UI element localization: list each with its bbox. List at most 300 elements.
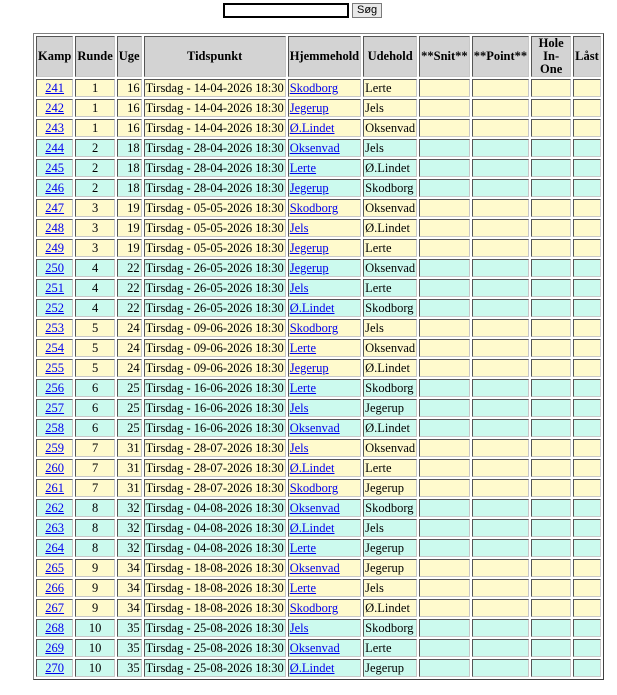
- cell-uge: 16: [117, 79, 142, 97]
- cell-kamp: [36, 339, 73, 357]
- cell-kamp: [36, 559, 73, 577]
- cell-udehold: Oksenvad: [365, 261, 416, 275]
- cell-tidspunkt: Tirsdag - 18-08-2026 18:30: [145, 561, 284, 575]
- match-link[interactable]: 251: [45, 281, 65, 295]
- cell-snit: [419, 259, 470, 277]
- cell-hjemmehold: [288, 519, 361, 537]
- cell-tidspunkt: Tirsdag - 25-08-2026 18:30: [145, 661, 284, 675]
- cell-laast: [573, 179, 601, 197]
- match-link[interactable]: 268: [45, 621, 65, 635]
- match-link[interactable]: 266: [45, 581, 65, 595]
- match-link[interactable]: 242: [45, 101, 65, 115]
- cell-kamp: [36, 379, 73, 397]
- cell-hjemmehold: [288, 199, 361, 217]
- home-team-link[interactable]: Oksenvad: [289, 421, 340, 435]
- cell-snit: [419, 319, 470, 337]
- cell-kamp: [36, 219, 73, 237]
- cell-uge: 34: [117, 579, 142, 597]
- cell-udehold: Jels: [363, 579, 417, 597]
- cell-udehold: Skodborg: [363, 499, 417, 517]
- cell-point: [472, 279, 529, 297]
- cell-uge: 19: [117, 239, 142, 257]
- cell-laast: [573, 659, 601, 677]
- cell-uge: 31: [117, 439, 142, 457]
- cell-snit: [419, 139, 470, 157]
- cell-laast: [573, 359, 601, 377]
- cell-hjemmehold: [288, 359, 361, 377]
- cell-tidspunkt: Tirsdag - 26-05-2026 18:30: [145, 301, 284, 315]
- cell-udehold: Skodborg: [363, 379, 417, 397]
- cell-runde: 9: [75, 599, 114, 617]
- table-row: [36, 219, 601, 237]
- match-link[interactable]: 256: [45, 381, 65, 395]
- cell-hjemmehold: [288, 559, 361, 577]
- cell-snit: [419, 359, 470, 377]
- cell-laast: [573, 139, 601, 157]
- cell-udehold: Lerte: [363, 639, 417, 657]
- cell-runde: 10: [75, 619, 114, 637]
- cell-tidspunkt: Tirsdag - 16-06-2026 18:30: [145, 401, 284, 415]
- home-team-link[interactable]: Skodborg: [289, 201, 339, 215]
- cell-laast: [573, 519, 601, 537]
- cell-runde: 8: [75, 499, 114, 517]
- table-row: [36, 499, 601, 517]
- cell-hjemmehold: [288, 379, 361, 397]
- table-row: [36, 479, 601, 497]
- cell-point: [472, 259, 529, 277]
- cell-uge: 24: [117, 359, 142, 377]
- home-team-link[interactable]: Jels: [289, 401, 309, 415]
- cell-tidspunkt: Tirsdag - 28-04-2026 18:30: [145, 161, 284, 175]
- cell-snit: [419, 159, 470, 177]
- cell-laast: [573, 479, 601, 497]
- home-team-link[interactable]: Lerte: [289, 581, 317, 595]
- match-link[interactable]: 265: [45, 561, 65, 575]
- match-link[interactable]: 252: [45, 301, 65, 315]
- cell-laast: [573, 419, 601, 437]
- cell-laast: [573, 79, 601, 97]
- header-hole-in-one: Hole In-One: [531, 36, 571, 77]
- cell-uge: 34: [117, 559, 142, 577]
- cell-snit: [419, 279, 470, 297]
- cell-kamp: [36, 139, 73, 157]
- cell-runde: 1: [75, 119, 114, 137]
- table-row: [36, 119, 601, 137]
- match-link[interactable]: 254: [45, 341, 65, 355]
- header-udehold: Udehold: [363, 36, 417, 77]
- match-link[interactable]: 260: [45, 461, 65, 475]
- home-team-link[interactable]: Jels: [289, 441, 309, 455]
- cell-kamp: [36, 159, 73, 177]
- cell-hole-in-one: [531, 99, 571, 117]
- table-row: [36, 619, 601, 637]
- header-runde: Runde: [75, 36, 114, 77]
- cell-hole-in-one: [531, 199, 571, 217]
- home-team-link[interactable]: Jegerup: [289, 181, 329, 195]
- match-link[interactable]: 253: [45, 321, 65, 335]
- cell-udehold: Skodborg: [363, 299, 417, 317]
- cell-point: [472, 539, 529, 557]
- cell-runde: 3: [75, 199, 114, 217]
- cell-tidspunkt: Tirsdag - 18-08-2026 18:30: [145, 601, 284, 615]
- cell-hole-in-one: [531, 479, 571, 497]
- search-bar: [223, 3, 382, 18]
- table-row: [36, 399, 601, 417]
- table-body: [36, 79, 601, 677]
- cell-point: [472, 199, 529, 217]
- match-link[interactable]: 261: [45, 481, 65, 495]
- cell-snit: [419, 579, 470, 597]
- match-link[interactable]: 262: [45, 501, 65, 515]
- match-link[interactable]: 267: [45, 601, 65, 615]
- cell-udehold: Jegerup: [363, 659, 417, 677]
- cell-kamp: [36, 179, 73, 197]
- home-team-link[interactable]: Skodborg: [289, 481, 339, 495]
- home-team-link[interactable]: Lerte: [289, 341, 317, 355]
- table-row: [36, 139, 601, 157]
- cell-hjemmehold: [288, 339, 361, 357]
- table-row: [36, 299, 601, 317]
- home-team-link[interactable]: Jegerup: [289, 241, 329, 255]
- cell-runde: 7: [75, 459, 114, 477]
- cell-point: [472, 619, 529, 637]
- cell-kamp: [36, 479, 73, 497]
- table-row: [36, 639, 601, 657]
- cell-hole-in-one: [531, 639, 571, 657]
- cell-hjemmehold: [288, 139, 361, 157]
- cell-runde: 10: [75, 659, 114, 677]
- match-link[interactable]: 241: [45, 81, 65, 95]
- home-team-link[interactable]: Skodborg: [289, 321, 339, 335]
- cell-hjemmehold: [288, 579, 361, 597]
- cell-uge: 18: [117, 179, 142, 197]
- cell-kamp: [36, 119, 73, 137]
- cell-snit: [419, 179, 470, 197]
- cell-hole-in-one: [531, 459, 571, 477]
- cell-hjemmehold: [288, 99, 361, 117]
- match-link[interactable]: 248: [45, 221, 65, 235]
- cell-kamp: [36, 439, 73, 457]
- cell-point: [472, 319, 529, 337]
- cell-hole-in-one: [531, 239, 571, 257]
- cell-kamp: [36, 319, 73, 337]
- cell-tidspunkt: Tirsdag - 14-04-2026 18:30: [145, 121, 284, 135]
- cell-hole-in-one: [531, 319, 571, 337]
- cell-tidspunkt: Tirsdag - 05-05-2026 18:30: [145, 221, 284, 235]
- cell-laast: [573, 439, 601, 457]
- cell-snit: [419, 619, 470, 637]
- cell-laast: [573, 339, 601, 357]
- header-kamp: Kamp: [36, 36, 73, 77]
- cell-kamp: [36, 199, 73, 217]
- cell-runde: 8: [75, 539, 114, 557]
- header-uge: Uge: [117, 36, 142, 77]
- cell-hole-in-one: [531, 499, 571, 517]
- cell-uge: 25: [117, 379, 142, 397]
- cell-udehold: Jegerup: [363, 539, 417, 557]
- search-button[interactable]: Søg: [352, 3, 382, 18]
- cell-udehold: Oksenvad: [365, 341, 416, 355]
- cell-udehold: Ø.Lindet: [363, 159, 417, 177]
- cell-udehold: Ø.Lindet: [363, 419, 417, 437]
- cell-snit: [419, 419, 470, 437]
- header-tidspunkt: Tidspunkt: [144, 36, 286, 77]
- cell-tidspunkt: Tirsdag - 04-08-2026 18:30: [145, 521, 284, 535]
- cell-kamp: [36, 599, 73, 617]
- cell-kamp: [36, 459, 73, 477]
- cell-uge: 35: [117, 639, 142, 657]
- search-input[interactable]: [223, 3, 349, 18]
- match-link[interactable]: 264: [45, 541, 65, 555]
- cell-snit: [419, 219, 470, 237]
- cell-hjemmehold: [288, 539, 361, 557]
- cell-point: [472, 479, 529, 497]
- match-link[interactable]: 259: [45, 441, 65, 455]
- cell-runde: 2: [75, 139, 114, 157]
- cell-runde: 2: [75, 179, 114, 197]
- cell-uge: 35: [117, 619, 142, 637]
- cell-point: [472, 639, 529, 657]
- cell-point: [472, 179, 529, 197]
- cell-snit: [419, 99, 470, 117]
- cell-point: [472, 459, 529, 477]
- cell-tidspunkt: Tirsdag - 14-04-2026 18:30: [145, 101, 284, 115]
- cell-point: [472, 139, 529, 157]
- cell-hole-in-one: [531, 359, 571, 377]
- cell-runde: 2: [75, 159, 114, 177]
- cell-hjemmehold: [288, 179, 361, 197]
- match-link[interactable]: 258: [45, 421, 65, 435]
- cell-laast: [573, 639, 601, 657]
- match-link[interactable]: 257: [45, 401, 65, 415]
- home-team-link[interactable]: Oksenvad: [289, 561, 340, 575]
- cell-laast: [573, 279, 601, 297]
- cell-tidspunkt: Tirsdag - 04-08-2026 18:30: [145, 541, 284, 555]
- cell-runde: 10: [75, 639, 114, 657]
- home-team-link[interactable]: Jels: [289, 621, 309, 635]
- cell-kamp: [36, 279, 73, 297]
- cell-runde: 5: [75, 339, 114, 357]
- match-link[interactable]: 250: [45, 261, 65, 275]
- home-team-link[interactable]: Jels: [289, 281, 309, 295]
- table-row: [36, 559, 601, 577]
- home-team-link[interactable]: Jels: [289, 221, 309, 235]
- cell-hole-in-one: [531, 579, 571, 597]
- home-team-link[interactable]: Ø.Lindet: [289, 301, 335, 315]
- home-team-link[interactable]: Ø.Lindet: [289, 521, 335, 535]
- table-row: [36, 279, 601, 297]
- cell-snit: [419, 239, 470, 257]
- cell-udehold: Lerte: [363, 239, 417, 257]
- cell-laast: [573, 499, 601, 517]
- cell-udehold: Jegerup: [363, 559, 417, 577]
- home-team-link[interactable]: Lerte: [289, 381, 317, 395]
- cell-snit: [419, 339, 470, 357]
- cell-laast: [573, 259, 601, 277]
- cell-laast: [573, 299, 601, 317]
- home-team-link[interactable]: Jegerup: [289, 101, 329, 115]
- cell-kamp: [36, 579, 73, 597]
- cell-hole-in-one: [531, 599, 571, 617]
- cell-snit: [419, 559, 470, 577]
- match-link[interactable]: 263: [45, 521, 65, 535]
- cell-kamp: [36, 399, 73, 417]
- home-team-link[interactable]: Oksenvad: [289, 641, 340, 655]
- cell-laast: [573, 539, 601, 557]
- cell-hole-in-one: [531, 519, 571, 537]
- cell-kamp: [36, 539, 73, 557]
- cell-uge: 25: [117, 399, 142, 417]
- cell-hole-in-one: [531, 259, 571, 277]
- cell-laast: [573, 199, 601, 217]
- cell-kamp: [36, 639, 73, 657]
- cell-tidspunkt: Tirsdag - 16-06-2026 18:30: [145, 381, 284, 395]
- cell-hjemmehold: [288, 439, 361, 457]
- cell-udehold: Oksenvad: [365, 121, 416, 135]
- match-link[interactable]: 255: [45, 361, 65, 375]
- cell-laast: [573, 559, 601, 577]
- cell-udehold: Jels: [363, 99, 417, 117]
- cell-hjemmehold: [288, 279, 361, 297]
- cell-hole-in-one: [531, 219, 571, 237]
- cell-udehold: Skodborg: [363, 179, 417, 197]
- home-team-link[interactable]: Ø.Lindet: [289, 461, 335, 475]
- match-schedule-table: [33, 33, 604, 680]
- home-team-link[interactable]: Oksenvad: [289, 501, 340, 515]
- cell-tidspunkt: Tirsdag - 28-07-2026 18:30: [145, 461, 284, 475]
- cell-hole-in-one: [531, 419, 571, 437]
- cell-hole-in-one: [531, 119, 571, 137]
- cell-point: [472, 379, 529, 397]
- cell-uge: 16: [117, 99, 142, 117]
- cell-tidspunkt: Tirsdag - 04-08-2026 18:30: [145, 501, 284, 515]
- cell-point: [472, 219, 529, 237]
- cell-kamp: [36, 359, 73, 377]
- cell-hjemmehold: [288, 459, 361, 477]
- match-link[interactable]: 249: [45, 241, 65, 255]
- cell-kamp: [36, 239, 73, 257]
- header-point: **Point**: [472, 36, 529, 77]
- match-link[interactable]: 269: [45, 641, 65, 655]
- header-snit: **Snit**: [419, 36, 470, 77]
- cell-laast: [573, 239, 601, 257]
- cell-kamp: [36, 79, 73, 97]
- cell-tidspunkt: Tirsdag - 16-06-2026 18:30: [145, 421, 284, 435]
- cell-laast: [573, 619, 601, 637]
- home-team-link[interactable]: Lerte: [289, 541, 317, 555]
- table-row: [36, 239, 601, 257]
- home-team-link[interactable]: Ø.Lindet: [289, 121, 335, 135]
- cell-laast: [573, 599, 601, 617]
- home-team-link[interactable]: Skodborg: [289, 81, 339, 95]
- cell-point: [472, 599, 529, 617]
- match-link[interactable]: 244: [45, 141, 65, 155]
- cell-hjemmehold: [288, 399, 361, 417]
- cell-runde: 9: [75, 559, 114, 577]
- cell-udehold: Lerte: [363, 459, 417, 477]
- cell-udehold: Oksenvad: [365, 201, 416, 215]
- cell-tidspunkt: Tirsdag - 28-07-2026 18:30: [145, 441, 284, 455]
- header-laast: Låst: [573, 36, 601, 77]
- cell-point: [472, 659, 529, 677]
- cell-tidspunkt: Tirsdag - 28-04-2026 18:30: [145, 141, 284, 155]
- cell-hjemmehold: [288, 419, 361, 437]
- cell-hjemmehold: [288, 79, 361, 97]
- cell-laast: [573, 579, 601, 597]
- cell-point: [472, 499, 529, 517]
- cell-snit: [419, 499, 470, 517]
- table-row: [36, 599, 601, 617]
- cell-runde: 6: [75, 399, 114, 417]
- cell-udehold: Ø.Lindet: [363, 359, 417, 377]
- cell-laast: [573, 459, 601, 477]
- cell-kamp: [36, 299, 73, 317]
- match-link[interactable]: 247: [45, 201, 65, 215]
- cell-hjemmehold: [288, 599, 361, 617]
- cell-uge: 32: [117, 499, 142, 517]
- match-link[interactable]: 245: [45, 161, 65, 175]
- cell-hole-in-one: [531, 559, 571, 577]
- cell-laast: [573, 119, 601, 137]
- cell-kamp: [36, 259, 73, 277]
- cell-hjemmehold: [288, 479, 361, 497]
- table-row: [36, 539, 601, 557]
- cell-hjemmehold: [288, 239, 361, 257]
- cell-point: [472, 359, 529, 377]
- home-team-link[interactable]: Skodborg: [289, 601, 339, 615]
- cell-hole-in-one: [531, 279, 571, 297]
- cell-uge: 31: [117, 459, 142, 477]
- cell-tidspunkt: Tirsdag - 25-08-2026 18:30: [145, 621, 284, 635]
- cell-uge: 22: [117, 279, 142, 297]
- cell-uge: 25: [117, 419, 142, 437]
- cell-snit: [419, 399, 470, 417]
- home-team-link[interactable]: Jegerup: [289, 261, 329, 275]
- cell-hole-in-one: [531, 339, 571, 357]
- table-row: [36, 259, 601, 277]
- cell-hjemmehold: [288, 659, 361, 677]
- cell-tidspunkt: Tirsdag - 05-05-2026 18:30: [145, 241, 284, 255]
- table-row: [36, 339, 601, 357]
- cell-uge: 32: [117, 519, 142, 537]
- cell-runde: 4: [75, 279, 114, 297]
- cell-point: [472, 299, 529, 317]
- cell-runde: 6: [75, 379, 114, 397]
- cell-udehold: Jels: [363, 319, 417, 337]
- cell-snit: [419, 519, 470, 537]
- cell-uge: 34: [117, 599, 142, 617]
- home-team-link[interactable]: Jegerup: [289, 361, 329, 375]
- cell-uge: 22: [117, 259, 142, 277]
- home-team-link[interactable]: Oksenvad: [289, 141, 340, 155]
- table-row: [36, 99, 601, 117]
- match-link[interactable]: 246: [45, 181, 65, 195]
- cell-kamp: [36, 419, 73, 437]
- match-link[interactable]: 270: [45, 661, 65, 675]
- cell-tidspunkt: Tirsdag - 28-04-2026 18:30: [145, 181, 284, 195]
- match-link[interactable]: 243: [45, 121, 65, 135]
- cell-hjemmehold: [288, 219, 361, 237]
- home-team-link[interactable]: Lerte: [289, 161, 317, 175]
- cell-runde: 1: [75, 99, 114, 117]
- cell-hjemmehold: [288, 619, 361, 637]
- cell-uge: 32: [117, 539, 142, 557]
- home-team-link[interactable]: Ø.Lindet: [289, 661, 335, 675]
- cell-uge: 24: [117, 319, 142, 337]
- cell-kamp: [36, 99, 73, 117]
- cell-snit: [419, 379, 470, 397]
- cell-hjemmehold: [288, 259, 361, 277]
